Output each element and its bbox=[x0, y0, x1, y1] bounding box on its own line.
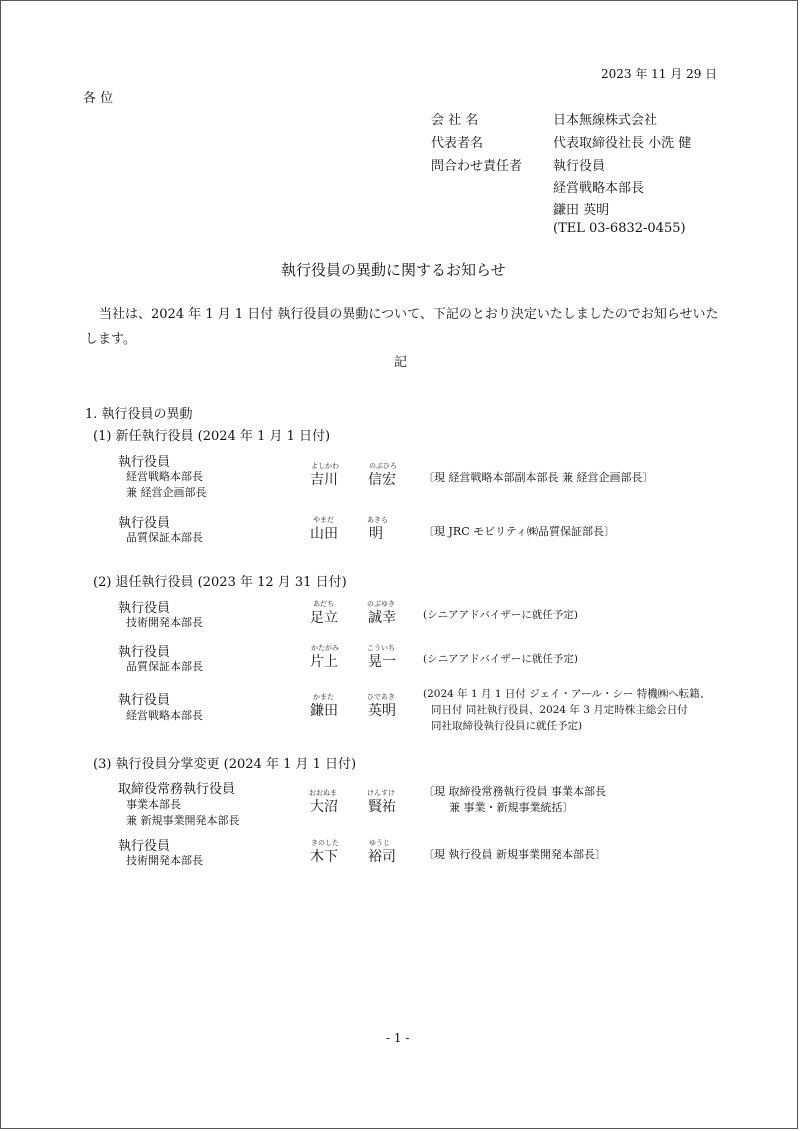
person-dept-concurrent: 兼 経営企画部長 bbox=[126, 486, 207, 499]
contact-name: 鎌田 英明 bbox=[553, 203, 610, 218]
contact-dept: 経営戦略本部長 bbox=[553, 181, 645, 196]
surname-ruby: きのした bbox=[311, 839, 339, 847]
person-note: 〔現 経営戦略本部副本部長 兼 経営企画部長〕 bbox=[423, 471, 654, 484]
person-note: (シニアアドバイザーに就任予定) bbox=[423, 609, 578, 621]
person-given-name: 誠幸 bbox=[368, 610, 396, 626]
ki-mark: 記 bbox=[394, 355, 408, 370]
representative: 代表取締役社長 小洗 健 bbox=[553, 136, 692, 151]
given-name-ruby: のぶゆき bbox=[367, 600, 395, 608]
person-role: 取締役常務執行役員 bbox=[118, 782, 236, 797]
person-note: 〔現 執行役員 新規事業開発本部長〕 bbox=[423, 848, 606, 861]
person-role: 執行役員 bbox=[118, 516, 171, 531]
date: 2023 年 11 月 29 日 bbox=[601, 67, 718, 81]
person-surname: 足立 bbox=[310, 610, 338, 626]
person-dept: 事業本部長 bbox=[126, 798, 181, 811]
person-note-line-3: 同社取締役執行役員に就任予定) bbox=[431, 720, 583, 732]
document-title: 執行役員の異動に関するお知らせ bbox=[281, 261, 506, 279]
given-name-ruby: ゆうじ bbox=[369, 839, 390, 847]
person-given-name: 英明 bbox=[368, 703, 396, 719]
person-surname: 木下 bbox=[310, 849, 338, 865]
given-name-ruby: ひであき bbox=[367, 693, 395, 701]
person-dept: 技術開発本部長 bbox=[126, 854, 203, 867]
surname-ruby: あだち bbox=[313, 600, 334, 608]
contact-title: 執行役員 bbox=[553, 159, 606, 174]
person-role: 執行役員 bbox=[118, 693, 171, 708]
surname-ruby: おおぬま bbox=[309, 789, 337, 797]
person-role: 執行役員 bbox=[118, 839, 171, 854]
person-note-line-2: 兼 事業・新規事業統括〕 bbox=[449, 801, 574, 814]
surname-ruby: よしかわ bbox=[311, 462, 339, 470]
given-name-ruby: こういち bbox=[367, 644, 395, 652]
person-dept: 品質保証本部長 bbox=[126, 660, 203, 673]
given-name-ruby: あきら bbox=[367, 516, 388, 524]
surname-ruby: やまだ bbox=[313, 516, 334, 524]
person-note: (シニアアドバイザーに就任予定) bbox=[423, 653, 578, 665]
person-surname: 大沼 bbox=[310, 799, 338, 815]
person-role: 執行役員 bbox=[118, 455, 171, 470]
person-role: 執行役員 bbox=[118, 601, 171, 616]
person-given-name: 信宏 bbox=[368, 472, 396, 488]
subsection-heading-duties: (3) 執行役員分掌変更 (2024 年 1 月 1 日付) bbox=[93, 757, 357, 772]
person-surname: 吉川 bbox=[310, 472, 338, 488]
surname-ruby: かたがみ bbox=[311, 644, 339, 652]
intro-line-1: 当社は、2024 年 1 月 1 日付 執行役員の異動について、下記のとおり決定いたしましたのでお知らせいた bbox=[99, 307, 719, 322]
person-note-line-2: 同日付 同社執行役員、2024 年 3 月定時株主総会日付 bbox=[431, 704, 688, 716]
person-given-name: 晃一 bbox=[368, 654, 396, 670]
surname-ruby: かまた bbox=[313, 693, 334, 701]
person-dept: 品質保証本部長 bbox=[126, 531, 203, 544]
given-name-ruby: けんすけ bbox=[367, 789, 395, 797]
person-dept: 経営戦略本部長 bbox=[126, 470, 203, 483]
person-surname: 片上 bbox=[310, 654, 338, 670]
company-name: 日本無線株式会社 bbox=[553, 113, 658, 128]
subsection-heading-new: (1) 新任執行役員 (2024 年 1 月 1 日付) bbox=[93, 429, 331, 444]
contact-label: 問合わせ責任者 bbox=[431, 159, 523, 174]
person-surname: 鎌田 bbox=[310, 703, 338, 719]
person-role: 執行役員 bbox=[118, 645, 171, 660]
person-dept: 技術開発本部長 bbox=[126, 616, 203, 629]
contact-phone: (TEL 03-6832-0455) bbox=[553, 221, 686, 236]
representative-label: 代表者名 bbox=[431, 136, 484, 151]
given-name-ruby: のぶひろ bbox=[369, 462, 397, 470]
person-given-name: 賢祐 bbox=[368, 799, 396, 815]
company-name-label: 会 社 名 bbox=[431, 113, 479, 128]
subsection-heading-retiring: (2) 退任執行役員 (2023 年 12 月 31 日付) bbox=[93, 575, 347, 590]
person-dept-concurrent: 兼 新規事業開発本部長 bbox=[126, 814, 240, 827]
section-heading: 1. 執行役員の異動 bbox=[85, 407, 193, 422]
person-surname: 山田 bbox=[310, 526, 338, 542]
person-given-name: 明 bbox=[369, 526, 383, 542]
addressee: 各 位 bbox=[83, 91, 114, 106]
page-number: - 1 - bbox=[386, 1031, 410, 1045]
person-note-line-1: 〔現 取締役常務執行役員 事業本部長 bbox=[423, 785, 606, 798]
person-dept: 経営戦略本部長 bbox=[126, 709, 203, 722]
person-note: 〔現 JRC モビリティ㈱品質保証部長〕 bbox=[423, 525, 616, 538]
person-given-name: 裕司 bbox=[368, 849, 396, 865]
intro-line-2: します。 bbox=[85, 332, 136, 347]
person-note-line-1: (2024 年 1 月 1 日付 ジェイ・アール・シー 特機㈱へ転籍、 bbox=[423, 688, 711, 700]
